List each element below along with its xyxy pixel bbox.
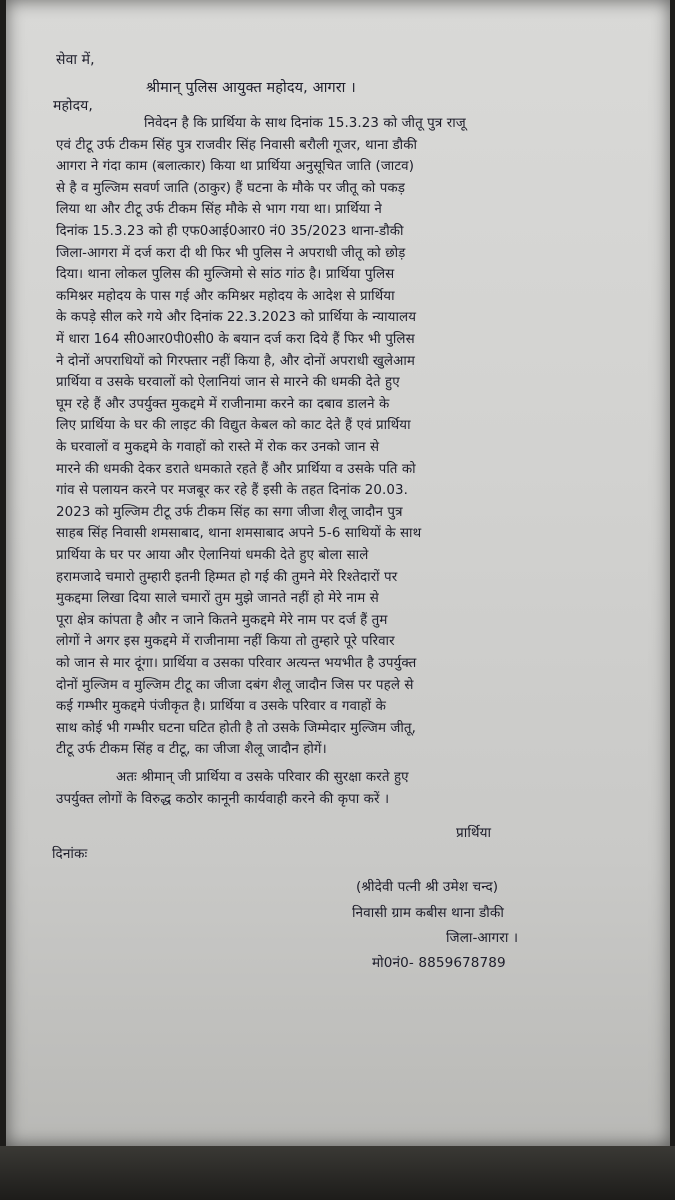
sender-name: (श्रीदेवी पत्नी श्री उमेश चन्द) xyxy=(356,879,499,895)
body-line: लोगों ने अगर इस मुकद्दमे में राजीनामा नहीं किया तो तुम्हारे पूरे परिवार xyxy=(56,634,395,650)
body-line: साथ कोई भी गम्भीर घटना घटित होती है तो उसके जिम्मेदार मुल्जिम जीतू, xyxy=(56,720,417,736)
body-line: हरामजादे चमारो तुम्हारी इतनी हिम्मत हो गई की तुमने मेरे रिश्तेदारों पर xyxy=(56,569,398,585)
body-line: लिया था और टीटू उर्फ टीकम सिंह मौके से भाग गया था। प्रार्थिया ने xyxy=(56,202,382,218)
background-shadow xyxy=(0,1146,675,1200)
body-line: टीटू उर्फ टीकम सिंह व टीटू, का जीजा शैलू जादौन होगें। xyxy=(56,742,327,758)
body-line: में धारा 164 सी0आर0पी0सी0 के बयान दर्ज करा दिये हैं फिर भी पुलिस xyxy=(56,332,415,347)
body-line: गांव से पलायन करने पर मजबूर कर रहे हैं इसी के तहत दिनांक 20.03. xyxy=(56,483,408,499)
body-line: कमिश्नर महोदय के पास गई और कमिश्नर महोदय के आदेश से प्रार्थिया xyxy=(56,288,395,304)
date-label: दिनांकः xyxy=(52,846,88,862)
body-line: पूरा क्षेत्र कांपता है और न जाने कितने मुकद्दमे मेरे नाम पर दर्ज हैं तुम xyxy=(56,612,388,628)
body-line: जिला-आगरा में दर्ज करा दी थी फिर भी पुलिस ने अपराधी जीतू को छोड़ xyxy=(56,245,406,261)
body-line: से है व मुल्जिम सवर्ण जाति (ठाकुर) हैं घटना के मौके पर जीतू को पकड़ xyxy=(56,180,406,196)
body-line: अतः श्रीमान् जी प्रार्थिया व उसके परिवार की सुरक्षा करते हुए xyxy=(116,770,409,785)
body-line: दिनांक 15.3.23 को ही एफ0आई0आर0 नं0 35/2023 थाना-डौकी xyxy=(56,224,404,239)
body-line: निवेदन है कि प्रार्थिया के साथ दिनांक 15.3.23 को जीतू पुत्र राजू xyxy=(144,116,466,131)
body-line: दोनों मुल्जिम व मुल्जिम टीटू का जीजा दबंग शैलू जादौन जिस पर पहले से xyxy=(56,677,414,693)
body-line: कई गम्भीर मुकद्दमे पंजीकृत है। प्रार्थिया व उसके परिवार व गवाहों के xyxy=(56,699,386,715)
body-line: प्रार्थिया व उसके घरवालों को ऐलानियां जान से मारने की धमकी देते हुए xyxy=(56,375,400,391)
body-line: 2023 को मुल्जिम टीटू उर्फ टीकम सिंह का सगा जीजा शैलू जादौन पुत्र xyxy=(56,504,403,520)
applicant-label: प्रार्थिया xyxy=(456,825,492,841)
body-line: के कपड़े सील करे गये और दिनांक 22.3.2023 को प्रार्थिया के न्यायालय xyxy=(56,310,417,326)
body-line: दिया। थाना लोकल पुलिस की मुल्जिमो से सांठ गांठ है। प्रार्थिया पुलिस xyxy=(56,267,395,283)
body-line: ने दोनों अपराधियों को गिरफ्तार नहीं किया है, और दोनों अपराधी खुलेआम xyxy=(56,353,416,369)
body-line: आगरा ने गंदा काम (बलात्कार) किया था प्रार्थिया अनुसूचित जाति (जाटव) xyxy=(56,159,415,175)
body-line: एवं टीटू उर्फ टीकम सिंह पुत्र राजवीर सिंह निवासी बरौली गूजर, थाना डौकी xyxy=(56,137,418,153)
sender-phone: मो0नं0- 8859678789 xyxy=(372,955,506,971)
addressee: श्रीमान् पुलिस आयुक्त महोदय, आगरा । xyxy=(146,80,356,96)
body-line: प्रार्थिया के घर पर आया और ऐलानियां धमकी देते हुए बोला साले xyxy=(56,548,369,563)
body-line: को जान से मार दूंगा। प्रार्थिया व उसका परिवार अत्यन्त भयभीत है उपर्युक्त xyxy=(56,656,417,671)
greeting: महोदय, xyxy=(53,98,93,114)
body-line: साहब सिंह निवासी शमसाबाद, थाना शमसाबाद अपने 5-6 साथियों के साथ xyxy=(56,526,422,542)
body-line: मुकद्दमा लिखा दिया साले चमारों तुम मुझे जानते नहीं हो मेरे नाम से xyxy=(56,591,379,607)
body-line: लिए प्रार्थिया के घर की लाइट की विद्युत केबल को काट देते हैं एवं प्रार्थिया xyxy=(56,418,411,434)
salutation: सेवा में, xyxy=(56,52,95,68)
sender-address: निवासी ग्राम कबीस थाना डौकी xyxy=(352,905,504,921)
body-line: उपर्युक्त लोगों के विरुद्ध कठोर कानूनी कार्यवाही करने की कृपा करें । xyxy=(56,791,390,807)
sender-district: जिला-आगरा । xyxy=(446,930,519,946)
body-line: मारने की धमकी देकर डराते धमकाते रहते हैं और प्रार्थिया व उसके पति को xyxy=(56,461,416,477)
body-line: के घरवालों व मुकद्दमे के गवाहों को रास्ते में रोक कर उनको जान से xyxy=(56,440,380,455)
body-line: घूम रहे हैं और उपर्युक्त मुकद्दमे में राजीनामा करने का दबाव डालने के xyxy=(56,396,390,412)
